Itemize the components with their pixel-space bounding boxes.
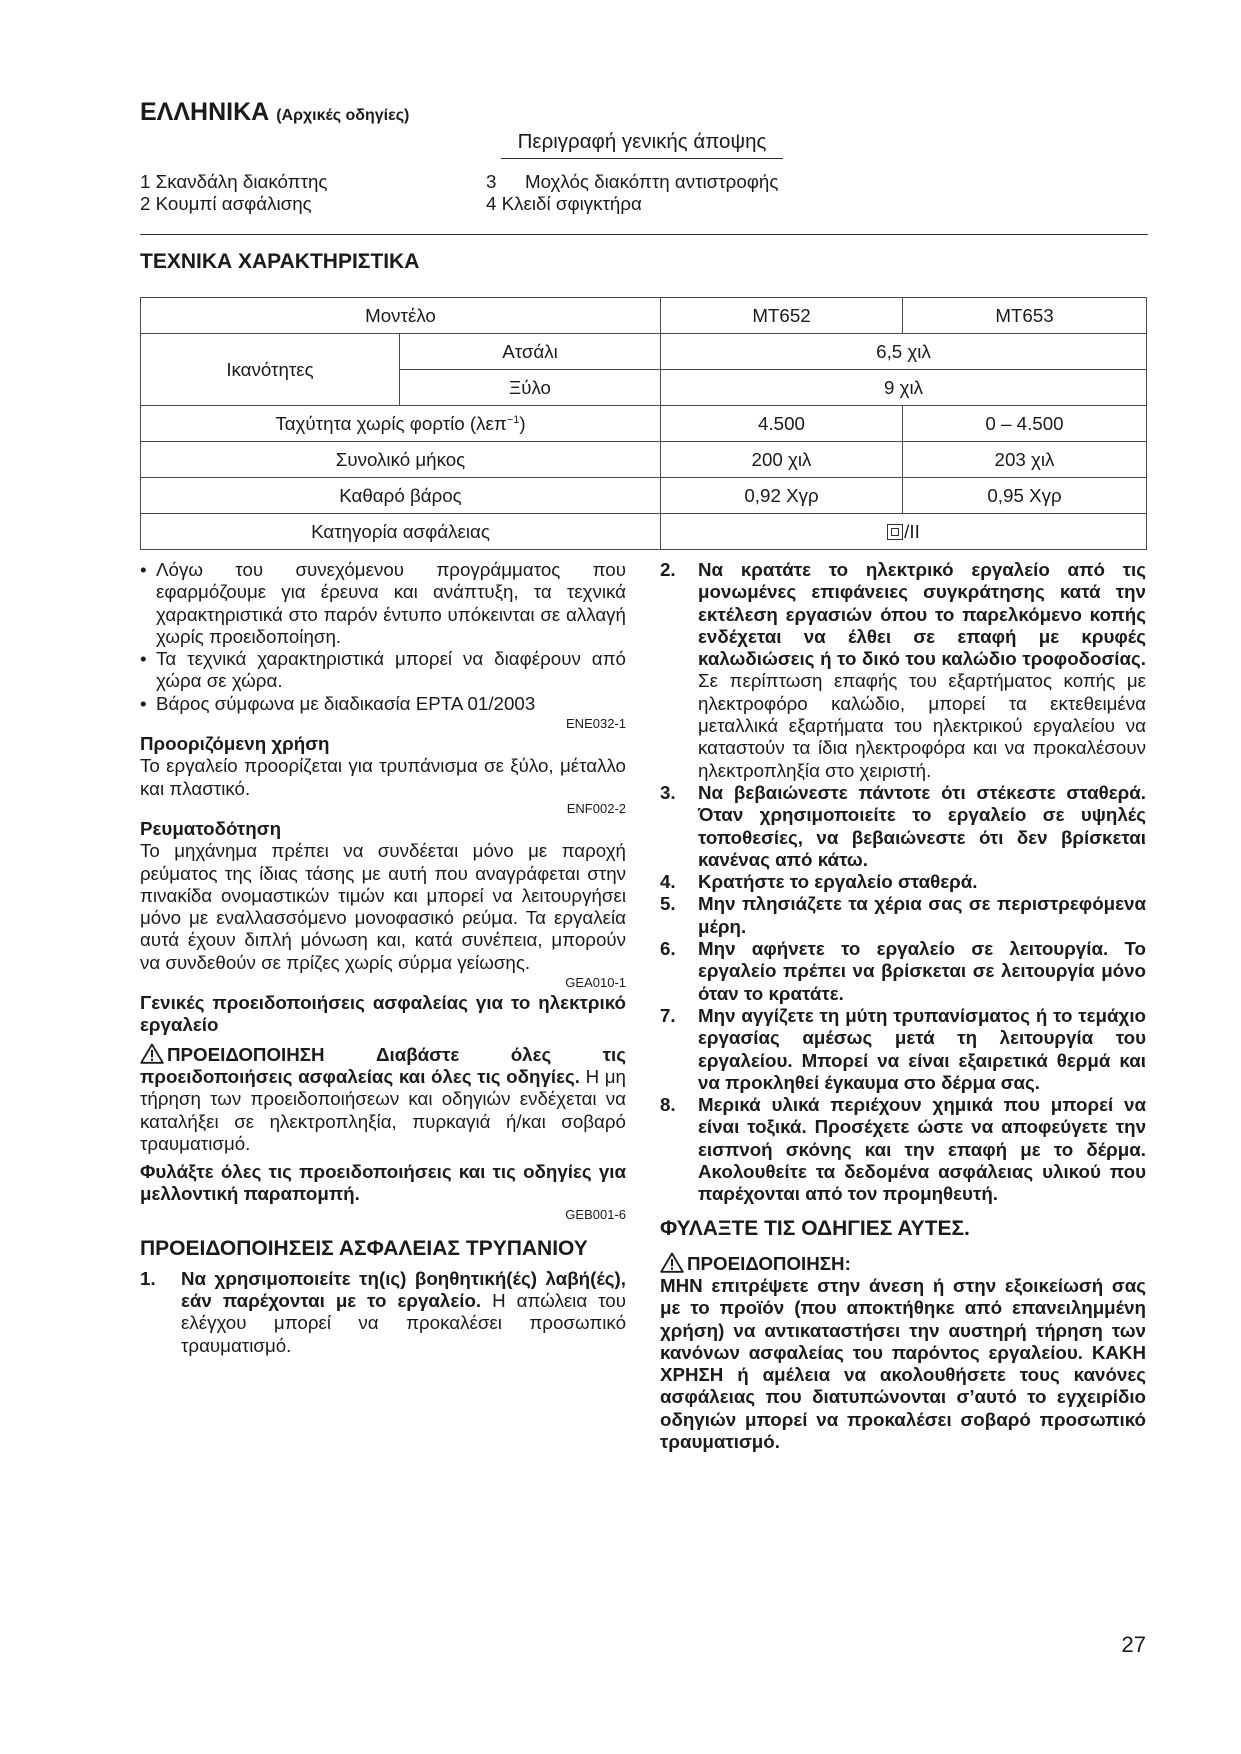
note-item	[140, 648, 626, 693]
part-item	[486, 171, 778, 193]
note-item	[140, 559, 626, 648]
part-item	[140, 171, 327, 193]
wood-value-cell: 9 χιλ	[661, 370, 1147, 406]
speed-value-cell: 4.500	[661, 406, 903, 442]
note-text: Τα τεχνικά χαρακτηριστικά μπορεί να διαφέρουν από χώρα σε χώρα.	[156, 648, 626, 692]
safety-item-bold: Μην αφήνετε το εργαλείο σε λειτουργία. Το εργαλείο πρέπει να βρίσκεται σε λειτουργία μόνο όταν το κρατάτε.	[698, 938, 1146, 1004]
final-warning-heading	[660, 1252, 1146, 1275]
table-row	[141, 514, 1147, 550]
part-label: Σκανδάλη διακόπτης	[155, 171, 328, 192]
model-cell: MT653	[903, 298, 1147, 334]
part-number: 2	[140, 193, 151, 215]
speed-label: Ταχύτητα χωρίς φορτίο (λεπ	[275, 412, 507, 434]
intended-use-title: Προοριζόμενη χρήση	[140, 733, 330, 755]
save-warnings-note: Φυλάξτε όλες τις προειδοποιήσεις και τις οδηγίες για μελλοντική παραπομπή.	[140, 1161, 626, 1205]
steel-label-cell: Ατσάλι	[400, 334, 661, 370]
warning-icon	[140, 1043, 164, 1064]
table-row	[141, 478, 1147, 514]
safety-item-number: 8.	[660, 1094, 676, 1116]
safety-item	[660, 893, 1146, 938]
part-label: Κουμπί ασφάλισης	[155, 193, 312, 215]
safety-item	[660, 871, 1146, 893]
part-number: 1	[140, 171, 151, 192]
part-item	[140, 193, 327, 215]
safety-class-label-cell: Κατηγορία ασφάλειας	[141, 514, 661, 550]
safety-item-number: 4.	[660, 871, 676, 893]
intended-use-text: Το εργαλείο προορίζεται για τρυπάνισμα σε ξύλο, μέταλλο και πλαστικό.	[140, 755, 626, 799]
weight-value-cell: 0,95 Χγρ	[903, 478, 1147, 514]
overview-title: Περιγραφή γενικής άποψης	[501, 128, 783, 159]
warning-bold-text: Διαβάστε όλες τις προειδοποιήσεις ασφαλείας και όλες τις οδηγίες.	[140, 1043, 626, 1087]
speed-label-cell	[141, 406, 661, 442]
general-safety-title: Γενικές προειδοποιήσεις ασφαλείας για το ηλεκτρικό εργαλείο	[140, 992, 626, 1036]
safety-item-number: 5.	[660, 893, 676, 915]
length-value-cell: 200 χιλ	[661, 442, 903, 478]
safety-item	[140, 1268, 626, 1357]
section-code: GEA010-1	[565, 975, 626, 991]
part-number: 3	[486, 171, 497, 192]
safety-item-number: 3.	[660, 781, 676, 803]
class-ii-double-square-icon	[887, 524, 903, 540]
table-row	[141, 442, 1147, 478]
note-item	[140, 693, 626, 715]
safety-item-bold: Να κρατάτε το ηλεκτρικό εργαλείο από τις μονωμένες επιφάνειες συγκράτησης κατά την εκτέλεση εργασιών όπου το παρελκόμενο κοπής ενδέχεται να έλθει σε επαφή με κρυφές καλωδιώσεις ή το δικό του καλώδιο τροφοδοσίας.	[698, 559, 1146, 670]
part-label: Κλειδί σφιγκτήρα	[501, 193, 642, 215]
page-number: 27	[1121, 1632, 1146, 1657]
safety-item-bold: Μην αγγίζετε τη μύτη τρυπανίσματος ή το τεμάχιο εργασίας αμέσως μετά τη λειτουργία του εργαλείου. Μπορεί να είναι εξαιρετικά θερμά και να προκληθεί έγκαυμα στο δέρμα σας.	[698, 1004, 1146, 1093]
parts-list-left	[140, 171, 327, 216]
bullet-marker: •	[140, 692, 147, 714]
length-value-cell: 203 χιλ	[903, 442, 1147, 478]
part-label: Μοχλός διακόπτη αντιστροφής	[525, 171, 779, 192]
power-supply-title: Ρευματοδότηση	[140, 817, 282, 839]
weight-label-cell: Καθαρό βάρος	[141, 478, 661, 514]
safety-item-bold: Μερικά υλικά περιέχουν χημικά που μπορεί να είναι τοξικά. Προσέχετε ώστε να αποφεύγετε την εισπνοή σκόνης και την επαφή με το δέρμα. Ακολουθείτε τα δεδομένα ασφάλειας υλικού που παρέχονται από τον προμηθευτή.	[698, 1094, 1146, 1205]
right-text-column	[660, 559, 1146, 1453]
table-row	[141, 334, 1147, 370]
safety-item-bold: Μην πλησιάζετε τα χέρια σας σε περιστρεφόμενα μέρη.	[698, 893, 1146, 937]
language-title: ΕΛΛΗΝΙΚΑ	[140, 98, 270, 126]
safety-item	[660, 1094, 1146, 1205]
specifications-title: ΤΕΧΝΙΚΑ ΧΑΡΑΚΤΗΡΙΣΤΙΚΑ	[140, 250, 420, 273]
safety-item	[660, 782, 1146, 871]
speed-value-cell: 0 – 4.500	[903, 406, 1147, 442]
bullet-marker: •	[140, 648, 147, 670]
final-warning-label: ΠΡΟΕΙΔΟΠΟΙΗΣΗ:	[687, 1252, 851, 1274]
model-cell: MT652	[661, 298, 903, 334]
safety-item-number: 2.	[660, 559, 676, 580]
save-instructions-title: ΦΥΛΑΞΤΕ ΤΙΣ ΟΔΗΓΙΕΣ ΑΥΤΕΣ.	[660, 1216, 970, 1240]
bullet-marker: •	[140, 559, 147, 580]
note-text: Βάρος σύμφωνα με διαδικασία EPTA 01/2003	[156, 692, 536, 714]
safety-item	[660, 559, 1146, 782]
power-supply-text: Το μηχάνημα πρέπει να συνδέεται μόνο με παροχή ρεύματος της ίδιας τάσης με αυτή που αναγράφεται στην πινακίδα ονομαστικών τιμών και μπορεί να λειτουργήσει μόνο με εναλλασσόμενο μονοφασικό ρεύμα. Τα εργαλεία αυτά έχουν διπλή μόνωση και, κατά συνέπεια, μπορούν να συνδεθούν σε πρίζες χωρίς σύρμα γείωσης.	[140, 840, 626, 973]
parts-list-right	[486, 171, 778, 216]
capacities-label-cell: Ικανότητες	[141, 334, 400, 406]
safety-class-value: /II	[904, 520, 920, 542]
speed-label-close: )	[519, 412, 526, 434]
safety-item-text: Η απώλεια του ελέγχου μπορεί να προκαλέσει προσωπικό τραυματισμό.	[181, 1290, 626, 1356]
table-row	[141, 406, 1147, 442]
safety-item-number: 1.	[140, 1267, 156, 1289]
safety-item-bold: Να χρησιμοποιείτε τη(ις) βοηθητική(ές) λαβή(ές), εάν παρέχονται με το εργαλείο.	[181, 1267, 626, 1312]
safety-item	[660, 938, 1146, 1005]
final-warning-text: ΜΗΝ επιτρέψετε στην άνεση ή στην εξοικείωσή σας με το προϊόν (που αποκτήθηκε από επανειλημμένη χρήση) να αντικαταστήσει την αυστηρή τήρηση των κανόνων ασφαλείας του παρόντος εργαλείου. ΚΑΚΗ ΧΡΗΣΗ ή αμέλεια να ακολουθήσετε τους κανόνες ασφάλειας που διατυπώνονται σ’αυτό το εγχειρίδιο οδηγιών μπορεί να προκαλέσει σοβαρό προσωπικό τραυματισμό.	[660, 1274, 1146, 1452]
safety-item-bold: Να βεβαιώνεστε πάντοτε ότι στέκεστε σταθερά. Όταν χρησιμοποιείτε το εργαλείο σε υψηλές τοποθεσίες, να βεβαιώνεστε ότι δεν βρίσκεται κανένας από κάτω.	[698, 781, 1146, 870]
model-label-cell: Μοντέλο	[141, 298, 661, 334]
safety-item-text: Σε περίπτωση επαφής του εξαρτήματος κοπής με ηλεκτροφόρο καλώδιο, μπορεί τα εκτεθειμένα μεταλλικά εξαρτήματα του ηλεκτρικού εργαλείου να καταστούν τα ίδια ηλεκτροφόρα και να προκαλέσουν ηλεκτροπληξία στο χειριστή.	[698, 670, 1146, 781]
length-label-cell: Συνολικό μήκος	[141, 442, 661, 478]
note-text: Λόγω του συνεχόμενου προγράμματος που εφαρμόζουμε για έρευνα και ανάπτυξη, τα τεχνικά χαρακτηριστικά στο παρόν έντυπο υπόκεινται σε αλλαγή χωρίς προειδοποίηση.	[156, 559, 626, 647]
wood-label-cell: Ξύλο	[400, 370, 661, 406]
section-code: ENE032-1	[566, 716, 626, 732]
warning-icon	[660, 1252, 684, 1273]
section-divider	[140, 234, 1148, 235]
drill-safety-title: ΠΡΟΕΙΔΟΠΟΙΗΣΕΙΣ ΑΣΦΑΛΕΙΑΣ ΤΡΥΠΑΝΙΟΥ	[140, 1236, 588, 1260]
section-code: ENF002-2	[566, 800, 626, 816]
table-row	[141, 298, 1147, 334]
weight-value-cell: 0,92 Χγρ	[661, 478, 903, 514]
safety-class-value-cell	[661, 514, 1147, 550]
speed-unit-exponent: −1	[506, 413, 520, 426]
left-text-column	[140, 559, 626, 1357]
section-code: GEB001-6	[565, 1206, 626, 1222]
safety-item-number: 7.	[660, 1004, 676, 1026]
safety-item-number: 6.	[660, 938, 676, 960]
language-subtitle: (Αρχικές οδηγίες)	[276, 107, 410, 124]
specifications-table	[140, 297, 1147, 550]
safety-item	[660, 1005, 1146, 1094]
general-safety-warning	[140, 1043, 626, 1155]
part-number: 4	[486, 193, 497, 215]
safety-item-bold: Κρατήστε το εργαλείο σταθερά.	[698, 871, 978, 893]
part-item	[486, 193, 778, 215]
language-heading	[140, 97, 409, 131]
steel-value-cell: 6,5 χιλ	[661, 334, 1147, 370]
warning-text: Η μη τήρηση των προειδοποιήσεων και οδηγιών ενδέχεται να καταλήξει σε ηλεκτροπληξία, πυρκαγιά ή/και σοβαρό τραυματισμό.	[140, 1065, 626, 1154]
warning-label: ΠΡΟΕΙΔΟΠΟΙΗΣΗ	[167, 1043, 325, 1065]
